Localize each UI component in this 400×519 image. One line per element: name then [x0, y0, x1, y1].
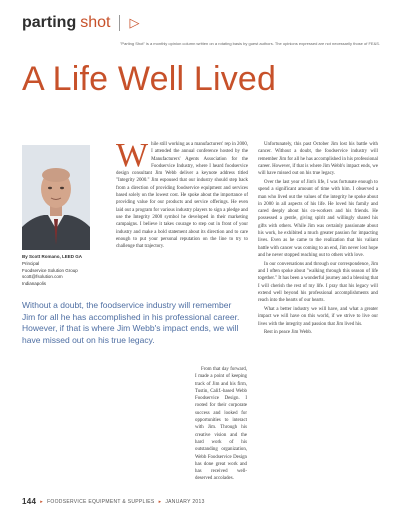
- column-name-part1: parting: [22, 14, 77, 31]
- body-paragraph: What a better industry we will have, and what a greater impact we will have on this world, if we strive to live our lives with the integrity and passion that Jim lived his.: [258, 307, 378, 327]
- author-company: Foodservice Solution Group: [22, 267, 78, 273]
- body-paragraph: From that day forward, I made a point of keeping track of Jim and his firm, Tustin, Calif.-based Webb Foodservice Design. I rooted for their corporate success and looked for opportunities to interact with Jim. Through his creative vision and the hard work of his outstanding organization, Webb Foodservice Design has done great work and has received well-deserved accolades.: [195, 367, 247, 482]
- author-role: Principal: [22, 260, 40, 266]
- triangle-right-icon: ▷: [129, 16, 140, 31]
- drop-cap: W: [116, 141, 149, 174]
- pull-quote: Without a doubt, the foodservice industry will remember Jim for all he has accomplished in his professional career. However, if that is where Jim Webb's impact ends, we will have missed out on his true legacy.: [22, 298, 244, 346]
- body-column-2: [258, 141, 378, 486]
- author-email: scott@fsolution.com: [22, 274, 63, 280]
- author-city: Indianapolis: [22, 281, 47, 287]
- issue-date: JANUARY 2013: [165, 498, 205, 505]
- publication-name: FOODSERVICE EQUIPMENT & SUPPLIES: [47, 498, 155, 505]
- page-number: 144: [22, 497, 37, 506]
- body-column-1-lower: [195, 366, 247, 484]
- page-footer: [22, 497, 205, 506]
- column-name-part2: shot: [80, 14, 111, 31]
- body-paragraph: Unfortunately, this past October Jim lost his battle with cancer. Without a doubt, the foodservice industry will remember Jim for all he has accomplished in his professional career. However, if that is where Jim Webb's impact ends, we will have missed out on his true legacy.: [258, 142, 378, 177]
- body-paragraph: In our conversations and through our correspondence, Jim and I often spoke about "walking through this season of life together." It has been a wonderful journey and a blessing that I will cherish the rest of my life. I pray that his legacy will extend well beyond his professional accomplishments and reach into the hearts of our hearts.: [258, 261, 378, 304]
- body-paragraph: Over the last year of Jim's life, I was fortunate enough to spend a significant amount of time with him. I observed a man who lived out the values of the integrity he spoke about in 2000 in all aspects of his life. He loved his family and cared deeply about his co-workers and his friends. He possessed a gentle, giving spirit and willingly shared his gifts with others. While Jim was certainly passionate about his work, he exhibited a much greater passion for impacting lives. Even as he came to the realization that his valiant battle with cancer was coming to an end, Jim never lost hope and he never stopped reaching out to others with love.: [258, 179, 378, 258]
- author-name: By Scott Romano, LEED GA: [22, 254, 83, 259]
- footer-separator-icon: ▸: [158, 498, 162, 505]
- header-divider: [119, 15, 120, 31]
- column-disclaimer: "Parting Shot" is a monthly opinion column written on a rotating basis by guest authors. The opinions expressed are not necessarily those of FE&S.: [120, 41, 381, 46]
- author-photo: [22, 145, 90, 250]
- author-byline: [22, 254, 108, 288]
- body-paragraph: Rest in peace Jim Webb.: [264, 330, 313, 336]
- body-paragraph: hile still working as a manufacturers' rep in 2000, I attended the annual conference hosted by the Manufacturers' Agents Association for the Foodservice Industry, where I heard foodservice design consultant Jim Webb deliver a keynote address titled "Integrity 2000." Jim espoused that our industry should step back from a direction of providing foodservice equipment and services based solely on the lowest cost. He spoke about the importance of providing value for our products and service offerings. He even laid out a program for various industry players to sign a pledge and use the Integrity 2000 symbol he developed in their marketing campaigns. I believe it takes courage to step out in front of your industry and make a bold statement about its direction and to care enough to put your personal reputation on the line to try to challenge that trajectory.: [116, 142, 248, 250]
- column-header: [22, 14, 139, 32]
- article-title: A Life Well Lived: [22, 60, 277, 98]
- footer-separator-icon: ▸: [40, 498, 44, 505]
